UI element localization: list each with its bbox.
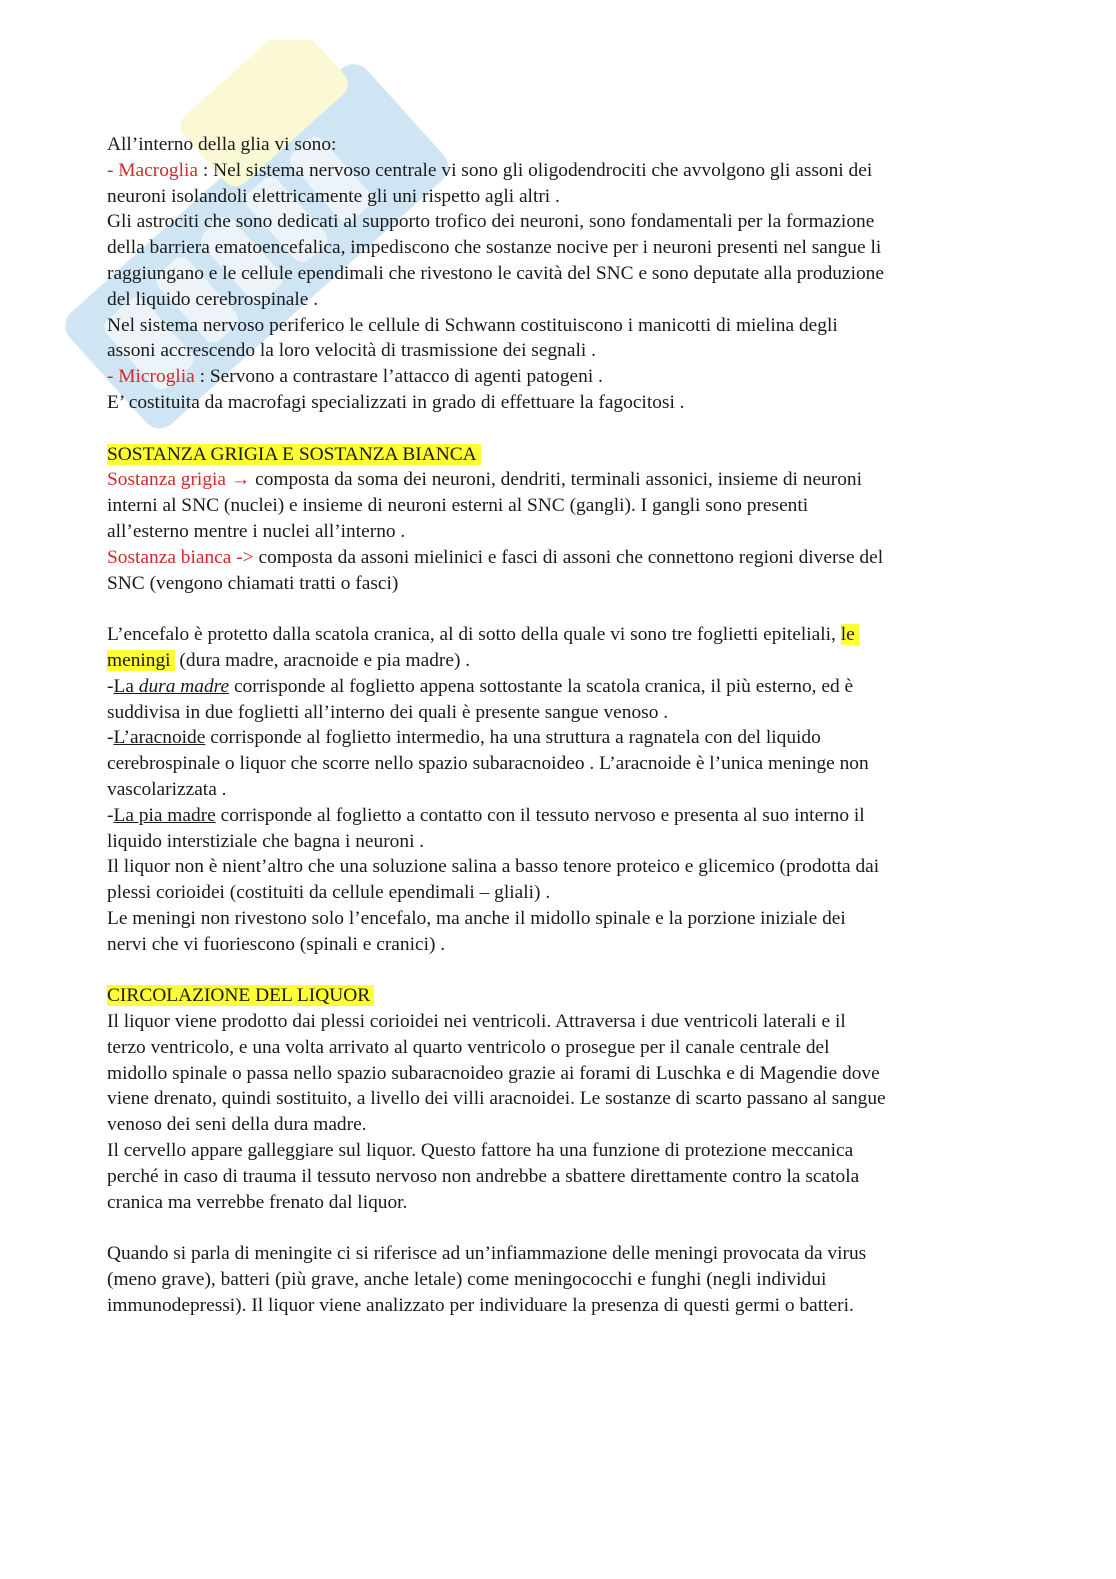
text-line: neuroni isolandoli elettricamente gli uni rispetto agli altri . [107,185,560,207]
meningi-highlight: le [841,624,859,645]
paragraph-gap [107,958,1007,984]
text-line: immunodepressi). Il liquor viene analizzato per individuare la presenza di questi germi o batteri. [107,1294,854,1316]
text-line: Le meningi non rivestono solo l’encefalo, ma anche il midollo spinale e la porzione iniziale dei [107,907,846,929]
microglia-label: - Microglia [107,366,195,388]
heading-highlight: SOSTANZA GRIGIA E SOSTANZA BIANCA [107,444,481,465]
text-line: vascolarizzata . [107,778,227,800]
text-line: interni al SNC (nuclei) e insieme di neuroni esterni al SNC (gangli). I gangli sono presenti [107,495,809,517]
text-line: della barriera ematoencefalica, impediscono che sostanze nocive per i neuroni presenti nel sangue li [107,237,882,259]
section-heading-sostanza [107,442,1007,468]
text-line: suddivisa in due foglietti all’interno dei quali è presente sangue venoso . [107,701,669,723]
text-line: plessi corioidei (costituiti da cellule ependimali – gliali) . [107,882,551,904]
aracnoide-line: -L’aracnoide corrisponde al foglietto intermedio, ha una struttura a ragnatela con del liquido [107,727,821,749]
text-line: (meno grave), batteri (più grave, anche letale) come meningococchi e funghi (negli individui [107,1269,827,1291]
glia-intro: All’interno della glia vi sono: [107,134,337,155]
sostanza-grigia-label: Sostanza grigia → [107,469,251,491]
text-line: liquido interstiziale che bagna i neuroni . [107,830,425,852]
macroglia-line: - Macroglia : Nel sistema nervoso centrale vi sono gli oligodendrociti che avvolgono gli assoni dei [107,159,873,181]
paragraph-gap [107,1215,1007,1241]
sostanza-bianca-line: Sostanza bianca -> composta da assoni mielinici e fasci di assoni che connettono regioni diverse del [107,546,884,568]
pia-madre-term: La pia madre [113,804,216,826]
text-line: Nel sistema nervoso periferico le cellule di Schwann costituiscono i manicotti di mielina degli [107,314,838,336]
text-line: midollo spinale o passa nello spazio subaracnoideo grazie ai forami di Luschka e di Magendie dove [107,1062,880,1084]
text-line: E’ costituita da macrofagi specializzati in grado di effettuare la fagocitosi . [107,391,685,413]
pia-madre-line: -La pia madre corrisponde al foglietto a contatto con il tessuto nervoso e presenta al suo interno il [107,804,865,826]
macroglia-label: - Macroglia [107,159,198,181]
text-line: Il cervello appare galleggiare sul liquor. Questo fattore ha una funzione di protezione meccanica [107,1140,854,1162]
heading-highlight: CIRCOLAZIONE DEL LIQUOR [107,985,374,1006]
text-line: cranica ma verrebbe frenato dal liquor. [107,1191,408,1213]
aracnoide-term: L’aracnoide [113,727,206,749]
text-line: nervi che vi fuoriescono (spinali e cranici) . [107,933,446,955]
text-line: SNC (vengono chiamati tratti o fasci) [107,572,399,594]
text-line: Gli astrociti che sono dedicati al supporto trofico dei neuroni, sono fondamentali per la formazione [107,211,875,233]
sostanza-grigia-line: Sostanza grigia → composta da soma dei neuroni, dendriti, terminali assonici, insieme di neuroni [107,469,862,491]
meningi-intro-line: L’encefalo è protetto dalla scatola cranica, al di sotto della quale vi sono tre foglietti epiteliali, le [107,622,1007,648]
text-line: raggiungano e le cellule ependimali che rivestono le cavità del SNC e sono deputate alla produzione [107,262,884,284]
text-line: del liquido cerebrospinale . [107,288,319,310]
text-line: cerebrospinale o liquor che scorre nello spazio subaracnoideo . L’aracnoide è l’unica meninge non [107,753,869,775]
microglia-line: - Microglia : Servono a contrastare l’attacco di agenti patogeni . [107,366,603,388]
text-line: perché in caso di trauma il tessuto nervoso non andrebbe a sbattere direttamente contro la scatola [107,1165,860,1187]
meningi-intro-line-2: meningi (dura madre, aracnoide e pia madre) . [107,649,471,671]
meningi-highlight: meningi [107,650,175,671]
sostanza-bianca-label: Sostanza bianca -> [107,546,254,568]
section-heading-circolazione [107,983,1007,1009]
text-line: venoso dei seni della dura madre. [107,1114,367,1136]
text-line: all’esterno mentre i nuclei all’interno . [107,520,406,542]
text-line: Il liquor non è nient’altro che una soluzione salina a basso tenore proteico e glicemico (prodotta dai [107,856,880,878]
paragraph-gap [107,596,1007,622]
text-line: assoni accrescendo la loro velocità di trasmissione dei segnali . [107,340,596,362]
text-line: Il liquor viene prodotto dai plessi corioidei nei ventricoli. Attraversa i due ventricoli laterali e il [107,1011,846,1033]
text-line: viene drenato, quindi sostituito, a livello dei villi aracnoidei. Le sostanze di scarto passano al sangue [107,1088,886,1110]
document-body [107,132,1007,1319]
dura-madre-line: -La dura madre corrisponde al foglietto appena sottostante la scatola cranica, il più esterno, ed è [107,675,854,697]
text-line: terzo ventricolo, e una volta arrivato al quarto ventricolo o prosegue per il canale centrale del [107,1036,830,1058]
paragraph-gap [107,416,1007,442]
text-line: Quando si parla di meningite ci si riferisce ad un’infiammazione delle meningi provocata da virus [107,1243,867,1265]
dura-madre-term: dura madre [138,675,230,697]
